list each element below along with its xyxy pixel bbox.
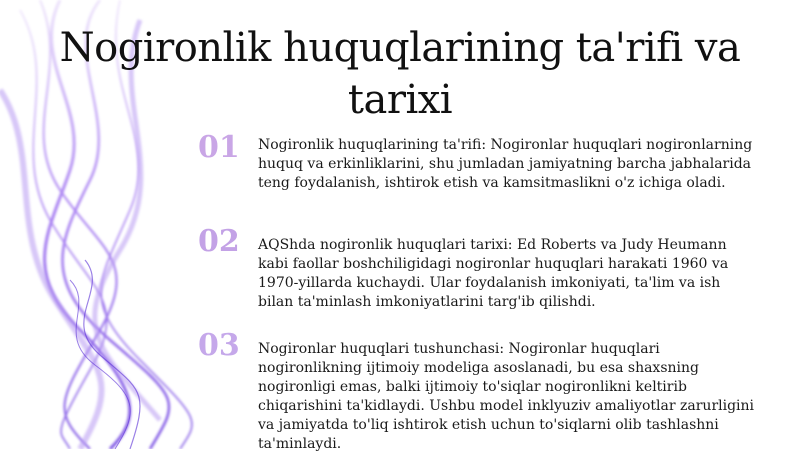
page-title-line2: tarixi [347, 77, 453, 123]
page-title [0, 22, 800, 126]
item-number-03: 03 [198, 328, 240, 363]
item-text-03: Nogironlar huquqlari tushunchasi: Nogironlar huquqlari nogironlikning ijtimoiy modeliga asoslanadi, bu esa shaxsning nogironligi emas, balki ijtimoiy to'siqlar nogironlikni keltirib chiqarishini ta'kidlaydi. Ushbu model inklyuziv amaliyotlar zarurligini va jamiyatda to'liq ishtirok etish uchun to'siqlarni olib tashlashni ta'minlaydi. [258, 341, 755, 452]
item-text-02: AQShda nogironlik huquqlari tarixi: Ed Roberts va Judy Heumann kabi faollar boshchiligidagi nogironlar huquqlari harakati 1960 va 1970-yillarda kuchaydi. Ular foydalanish imkoniyati, ta'lim va ish bilan ta'minlash imkoniyatlarini targ'ib qilishdi. [258, 237, 729, 310]
item-number-01: 01 [198, 130, 240, 165]
item-text-01: Nogironlik huquqlarining ta'rifi: Nogironlar huquqlari nogironlarning huquq va erkinliklarini, shu jumladan jamiyatning barcha jabhalarida teng foydalanish, ishtirok etish va kamsitmaslikni o'z ichiga oladi. [258, 137, 753, 191]
item-number-02: 02 [198, 224, 240, 259]
page-title-line1: Nogironlik huquqlarining ta'rifi va [59, 25, 741, 71]
